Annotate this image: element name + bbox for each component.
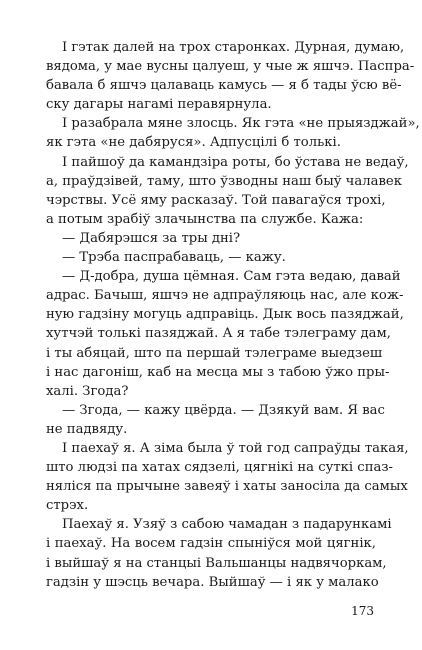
text-line: Паехаў я. Узяў з сабою чамадан з падарункамі: [62, 517, 392, 533]
text-line: І гэтак далей на трох старонках. Дурная, думаю,: [62, 40, 405, 55]
text-line: і нас дагоніш, каб на месца мы з табою ўжо пры-: [46, 364, 390, 380]
text-line: а, праўдзівей, таму, што ўзводны наш быў чалавек: [46, 173, 402, 189]
text-line: — Згода, — кажу цвёрда. — Дзякуй вам. Я вас: [62, 402, 385, 418]
text-line: ску дагары нагамі перавярнула.: [46, 97, 272, 113]
text-line: ную гадзіну могуць адправіць. Дык вось пазяджай,: [46, 307, 404, 323]
text-line: і паехаў. На восем гадзін спыніўся мой цягнік,: [46, 536, 376, 552]
page-number: 173: [351, 604, 374, 618]
text-line: адрас. Бачыш, яшчэ не адпраўляюць нас, але кож-: [46, 288, 404, 304]
text-line: не падвяду.: [46, 421, 128, 437]
text-line: гадзін у шэсць вечара. Выйшаў — і як у малако: [46, 574, 379, 590]
text-line: як гэта «не дабяруся». Адпусцілі б толькі.: [46, 135, 341, 151]
body-text: [46, 38, 420, 592]
text-line: вядома, у мае вусны цалуеш, у чые ж яшчэ. Паспра-: [46, 59, 415, 75]
text-line: і выйшаў я на станцыі Вальшанцы надвячоркам,: [46, 555, 387, 571]
text-line: І паехаў я. А зіма была ў той год сапраўды такая,: [62, 440, 409, 456]
text-line: бавала б яшчэ цалаваць камусь — я б тады ўсю вё-: [46, 78, 402, 94]
text-line: І пайшоў да камандзіра роты, бо ўстава не ведаў,: [62, 154, 409, 170]
text-line: — Дабярэшся за тры дні?: [62, 230, 241, 246]
text-line: І разабрала мяне злосць. Як гэта «не прыязджай»,: [62, 116, 420, 132]
text-line: стрэх.: [46, 498, 89, 514]
text-line: і ты абяцай, што па першай тэлеграме выедзеш: [46, 345, 383, 361]
text-line: хутчэй толькі пазяджай. А я табе тэлеграму дам,: [46, 326, 391, 342]
text-line: — Д-добра, душа цёмная. Сам гэта ведаю, давай: [62, 269, 401, 285]
text-line: а потым зрабіў злачынства па службе. Кажа:: [46, 211, 364, 227]
text-line: — Трэба паспрабаваць, — кажу.: [62, 250, 286, 266]
text-line: што людзі па хатах сядзелі, цягнікі на суткі спаз-: [46, 460, 393, 476]
text-line: халі. Згода?: [46, 383, 129, 399]
text-line: чэрствы. Усё яму расказаў. Той павагаўся трохі,: [46, 192, 386, 208]
text-line: няліся па прычыне завеяў і хаты заносіла да самых: [46, 479, 408, 495]
